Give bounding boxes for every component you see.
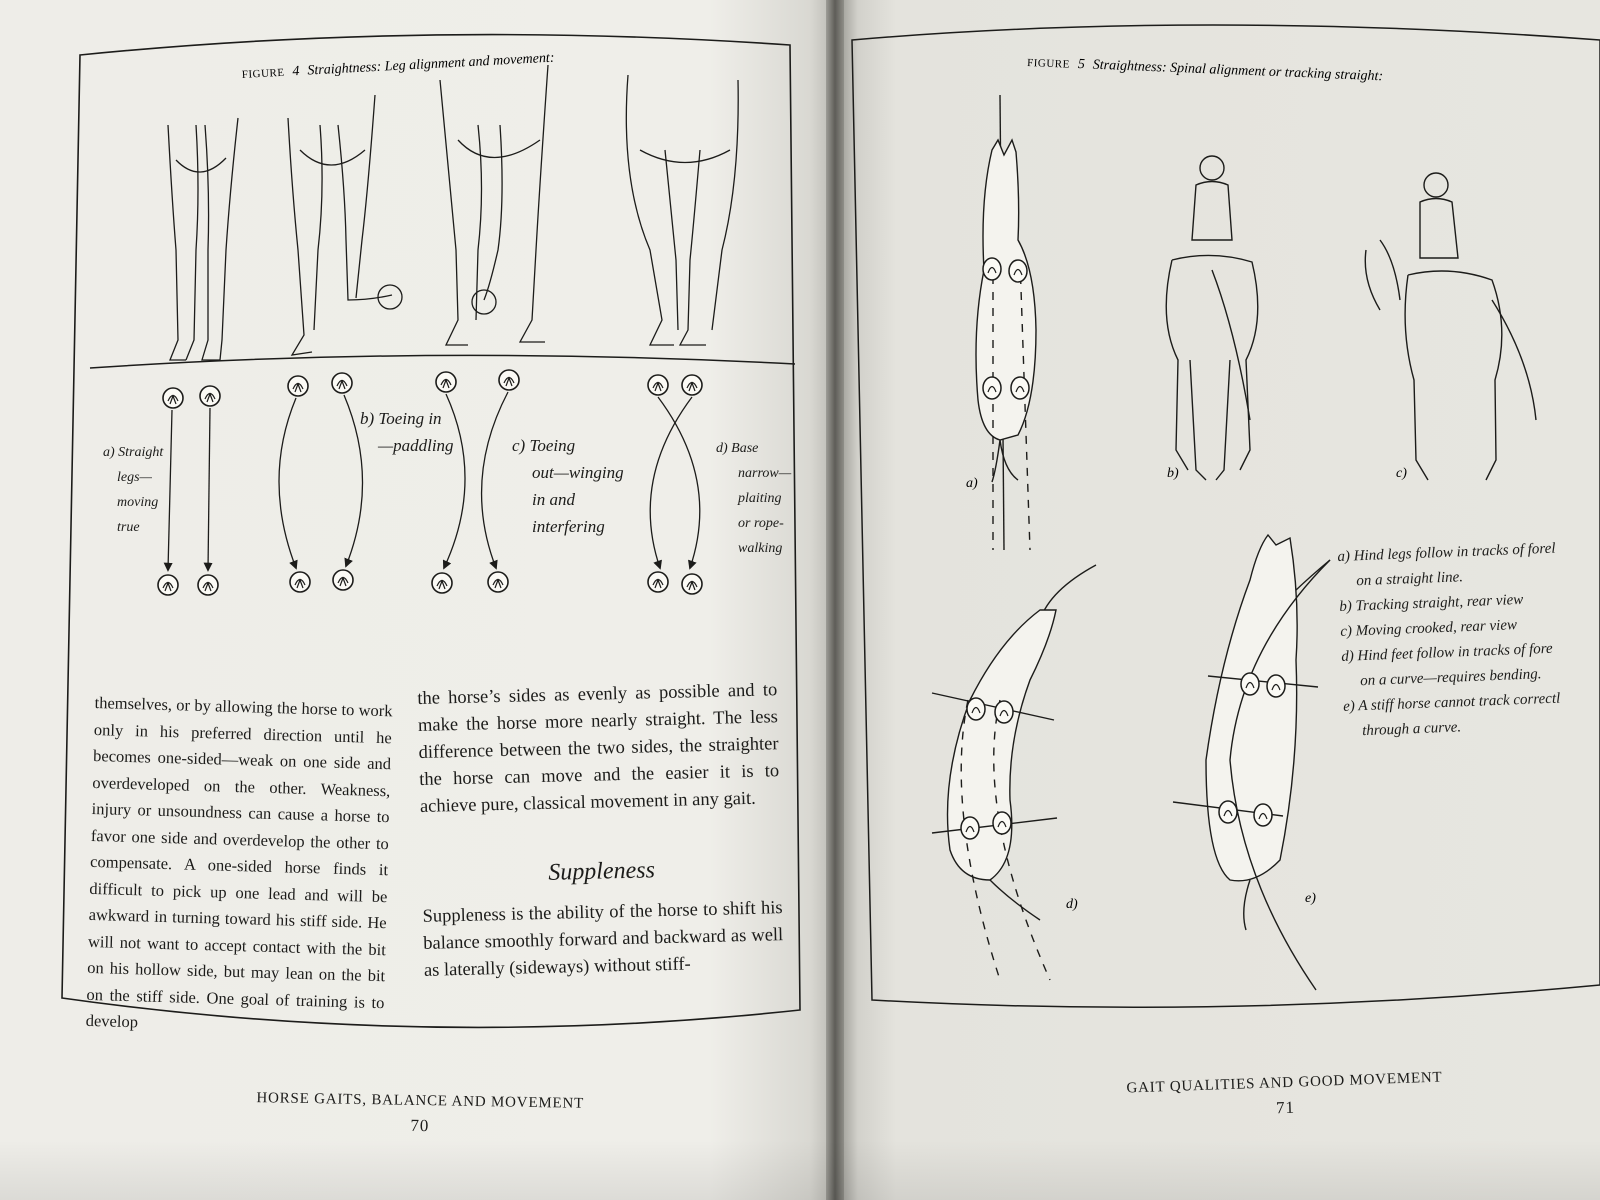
- body-column-left: [85, 690, 393, 1043]
- horse-rearview-b: [1166, 156, 1258, 480]
- figure-4-caption-d: d) Base narrow— plaiting or rope- walking: [716, 441, 792, 556]
- legs-illustration-c: [440, 65, 548, 345]
- horse-topview-a: [976, 95, 1036, 550]
- legend-item-a: a) Hind legs follow in tracks of forel: [1337, 540, 1556, 565]
- figure-4-caption-a: a) Straight legs— moving true: [103, 445, 164, 535]
- page-number: 70: [410, 1115, 430, 1136]
- legend-item-a-cont: on a straight line.: [1356, 569, 1464, 590]
- panel-label-e: e): [1305, 891, 1316, 906]
- figure-4-caption-c: c) Toeing out—winging in and interfering: [512, 436, 624, 536]
- legend-item-b: b) Tracking straight, rear view: [1339, 591, 1524, 615]
- horse-curve-e: [1173, 535, 1330, 990]
- figure-5-panel-labels: [966, 466, 1407, 912]
- footer-left: [240, 1090, 601, 1139]
- hoof-tracks-c: [432, 370, 519, 593]
- body-paragraph: the horse’s sides as evenly as possible and to make the horse more nearly straight. The less difference between the two sides, the straighter the horse can move and the easier it is to achieve pure, classical movement in any gait.: [417, 680, 780, 817]
- running-footer-title: GAIT QUALITIES AND GOOD MOVEMENT: [1126, 1069, 1443, 1097]
- figure-5-title: FIGURE 5 Straightness: Spinal alignment or tracking straight:: [1026, 57, 1384, 85]
- body-paragraph: themselves, or by allowing the horse to work only in his preferred direction until he becomes one-sided—weak on one side and overdeveloped on the other. Weakness, injury or unsoundness can cause a horse to favor one side and overdevelop the other to compensate. A one-sided horse finds it difficult to pick up one lead and will be awkward in turning toward his stiff side. He will not want to accept contact with the bit on his hollow side, but may lean on the bit on the stiff side. One goal of training is to develop: [85, 692, 393, 1032]
- body-paragraph: Suppleness is the ability of the horse to shift his balance smoothly forward and backward as well as laterally (sideways) without stiff-: [422, 898, 784, 981]
- legs-illustration-a: [168, 118, 238, 360]
- legs-illustration-d: [626, 75, 738, 345]
- panel-label-d: d): [1066, 897, 1078, 912]
- panel-label-c: c): [1396, 466, 1407, 481]
- body-column-right: [417, 677, 784, 985]
- horse-curve-d: [932, 565, 1096, 980]
- page-number: 71: [1275, 1097, 1296, 1118]
- figure-4-title: FIGURE 4 Straightness: Leg alignment and movement:: [241, 50, 555, 81]
- running-footer-title: HORSE GAITS, BALANCE AND MOVEMENT: [256, 1090, 585, 1112]
- hoof-tracks-a: [158, 386, 220, 595]
- figure-4-caption-b: b) Toeing in —paddling: [360, 409, 454, 455]
- hoof-tracks-b: [279, 373, 363, 592]
- legend-item-d-cont: on a curve—requires bending.: [1359, 666, 1542, 690]
- legs-illustration-b: [288, 95, 402, 355]
- figure-5-legend: [1337, 535, 1600, 745]
- legend-item-d: d) Hind feet follow in tracks of fore: [1340, 640, 1553, 665]
- legend-item-c: c) Moving crooked, rear view: [1340, 617, 1518, 640]
- panel-label-a: a): [966, 476, 978, 491]
- horse-rearview-c: [1365, 173, 1536, 480]
- panel-label-b: b): [1167, 466, 1179, 481]
- section-heading-suppleness: Suppleness: [547, 857, 656, 886]
- ground-line: [90, 355, 795, 368]
- hoof-tracks-d: [648, 375, 702, 594]
- legend-item-e: e) A stiff horse cannot track correctl: [1342, 690, 1561, 715]
- legend-item-e-cont: through a curve.: [1361, 719, 1462, 740]
